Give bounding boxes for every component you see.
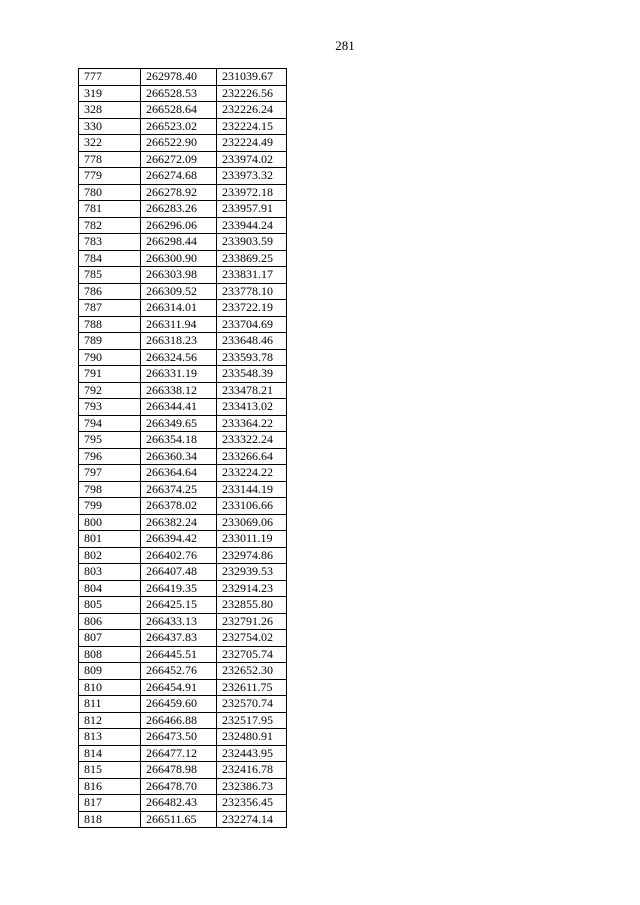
y-coordinate-cell: 232480.91: [217, 729, 287, 746]
table-row: [79, 580, 287, 597]
x-coordinate-cell: 266402.76: [141, 547, 217, 564]
table-row: [79, 795, 287, 812]
point-id-cell: 328: [79, 102, 141, 119]
point-id-cell: 807: [79, 630, 141, 647]
point-id-cell: 319: [79, 85, 141, 102]
y-coordinate-cell: 232939.53: [217, 564, 287, 581]
x-coordinate-cell: 266364.64: [141, 465, 217, 482]
x-coordinate-cell: 266344.41: [141, 399, 217, 416]
point-id-cell: 796: [79, 448, 141, 465]
y-coordinate-cell: 233973.32: [217, 168, 287, 185]
y-coordinate-cell: 232386.73: [217, 778, 287, 795]
x-coordinate-cell: 266331.19: [141, 366, 217, 383]
y-coordinate-cell: 233224.22: [217, 465, 287, 482]
x-coordinate-cell: 266394.42: [141, 531, 217, 548]
table-row: [79, 267, 287, 284]
table-row: [79, 531, 287, 548]
x-coordinate-cell: 266482.43: [141, 795, 217, 812]
table-row: [79, 729, 287, 746]
table-row: [79, 234, 287, 251]
table-row: [79, 745, 287, 762]
table-row: [79, 333, 287, 350]
point-id-cell: 805: [79, 597, 141, 614]
y-coordinate-cell: 232356.45: [217, 795, 287, 812]
y-coordinate-cell: 232570.74: [217, 696, 287, 713]
table-row: [79, 630, 287, 647]
table-row: [79, 69, 287, 86]
point-id-cell: 791: [79, 366, 141, 383]
y-coordinate-cell: 232416.78: [217, 762, 287, 779]
point-id-cell: 783: [79, 234, 141, 251]
y-coordinate-cell: 232705.74: [217, 646, 287, 663]
y-coordinate-cell: 232974.86: [217, 547, 287, 564]
point-id-cell: 777: [79, 69, 141, 86]
coordinates-table: [78, 68, 287, 828]
table-row: [79, 415, 287, 432]
x-coordinate-cell: 262978.40: [141, 69, 217, 86]
table-row: [79, 696, 287, 713]
point-id-cell: 781: [79, 201, 141, 218]
x-coordinate-cell: 266360.34: [141, 448, 217, 465]
table-row: [79, 118, 287, 135]
point-id-cell: 818: [79, 811, 141, 828]
table-row: [79, 481, 287, 498]
point-id-cell: 799: [79, 498, 141, 515]
y-coordinate-cell: 232226.56: [217, 85, 287, 102]
y-coordinate-cell: 233266.64: [217, 448, 287, 465]
y-coordinate-cell: 233869.25: [217, 250, 287, 267]
table-row: [79, 432, 287, 449]
x-coordinate-cell: 266314.01: [141, 300, 217, 317]
table-row: [79, 564, 287, 581]
point-id-cell: 330: [79, 118, 141, 135]
x-coordinate-cell: 266466.88: [141, 712, 217, 729]
point-id-cell: 792: [79, 382, 141, 399]
point-id-cell: 802: [79, 547, 141, 564]
x-coordinate-cell: 266298.44: [141, 234, 217, 251]
y-coordinate-cell: 233944.24: [217, 217, 287, 234]
point-id-cell: 784: [79, 250, 141, 267]
point-id-cell: 809: [79, 663, 141, 680]
table-row: [79, 168, 287, 185]
y-coordinate-cell: 232443.95: [217, 745, 287, 762]
point-id-cell: 813: [79, 729, 141, 746]
point-id-cell: 793: [79, 399, 141, 416]
table-row: [79, 135, 287, 152]
table-row: [79, 300, 287, 317]
x-coordinate-cell: 266425.15: [141, 597, 217, 614]
point-id-cell: 797: [79, 465, 141, 482]
point-id-cell: 804: [79, 580, 141, 597]
y-coordinate-cell: 232754.02: [217, 630, 287, 647]
x-coordinate-cell: 266309.52: [141, 283, 217, 300]
point-id-cell: 787: [79, 300, 141, 317]
y-coordinate-cell: 233322.24: [217, 432, 287, 449]
y-coordinate-cell: 233069.06: [217, 514, 287, 531]
y-coordinate-cell: 233593.78: [217, 349, 287, 366]
x-coordinate-cell: 266478.70: [141, 778, 217, 795]
x-coordinate-cell: 266338.12: [141, 382, 217, 399]
x-coordinate-cell: 266459.60: [141, 696, 217, 713]
y-coordinate-cell: 233831.17: [217, 267, 287, 284]
x-coordinate-cell: 266522.90: [141, 135, 217, 152]
table-row: [79, 316, 287, 333]
y-coordinate-cell: 232224.15: [217, 118, 287, 135]
y-coordinate-cell: 233106.66: [217, 498, 287, 515]
point-id-cell: 810: [79, 679, 141, 696]
table-row: [79, 201, 287, 218]
point-id-cell: 816: [79, 778, 141, 795]
x-coordinate-cell: 266433.13: [141, 613, 217, 630]
y-coordinate-cell: 232611.75: [217, 679, 287, 696]
y-coordinate-cell: 232274.14: [217, 811, 287, 828]
y-coordinate-cell: 233648.46: [217, 333, 287, 350]
x-coordinate-cell: 266311.94: [141, 316, 217, 333]
table-row: [79, 184, 287, 201]
x-coordinate-cell: 266454.91: [141, 679, 217, 696]
point-id-cell: 814: [79, 745, 141, 762]
point-id-cell: 815: [79, 762, 141, 779]
point-id-cell: 811: [79, 696, 141, 713]
table-row: [79, 597, 287, 614]
table-row: [79, 613, 287, 630]
coordinates-table-body: [79, 69, 287, 828]
y-coordinate-cell: 233413.02: [217, 399, 287, 416]
y-coordinate-cell: 233144.19: [217, 481, 287, 498]
table-row: [79, 663, 287, 680]
y-coordinate-cell: 233478.21: [217, 382, 287, 399]
point-id-cell: 800: [79, 514, 141, 531]
y-coordinate-cell: 233364.22: [217, 415, 287, 432]
table-row: [79, 514, 287, 531]
table-row: [79, 399, 287, 416]
point-id-cell: 795: [79, 432, 141, 449]
table-row: [79, 283, 287, 300]
y-coordinate-cell: 232517.95: [217, 712, 287, 729]
x-coordinate-cell: 266473.50: [141, 729, 217, 746]
y-coordinate-cell: 233974.02: [217, 151, 287, 168]
x-coordinate-cell: 266511.65: [141, 811, 217, 828]
x-coordinate-cell: 266272.09: [141, 151, 217, 168]
x-coordinate-cell: 266318.23: [141, 333, 217, 350]
x-coordinate-cell: 266296.06: [141, 217, 217, 234]
point-id-cell: 817: [79, 795, 141, 812]
x-coordinate-cell: 266528.53: [141, 85, 217, 102]
x-coordinate-cell: 266407.48: [141, 564, 217, 581]
x-coordinate-cell: 266349.65: [141, 415, 217, 432]
point-id-cell: 806: [79, 613, 141, 630]
x-coordinate-cell: 266354.18: [141, 432, 217, 449]
table-row: [79, 448, 287, 465]
y-coordinate-cell: 232226.24: [217, 102, 287, 119]
point-id-cell: 789: [79, 333, 141, 350]
point-id-cell: 778: [79, 151, 141, 168]
table-row: [79, 778, 287, 795]
table-row: [79, 712, 287, 729]
table-row: [79, 811, 287, 828]
y-coordinate-cell: 231039.67: [217, 69, 287, 86]
table-row: [79, 102, 287, 119]
x-coordinate-cell: 266274.68: [141, 168, 217, 185]
x-coordinate-cell: 266419.35: [141, 580, 217, 597]
x-coordinate-cell: 266303.98: [141, 267, 217, 284]
x-coordinate-cell: 266478.98: [141, 762, 217, 779]
point-id-cell: 790: [79, 349, 141, 366]
point-id-cell: 798: [79, 481, 141, 498]
point-id-cell: 322: [79, 135, 141, 152]
point-id-cell: 803: [79, 564, 141, 581]
y-coordinate-cell: 233972.18: [217, 184, 287, 201]
y-coordinate-cell: 232855.80: [217, 597, 287, 614]
x-coordinate-cell: 266528.64: [141, 102, 217, 119]
y-coordinate-cell: 233722.19: [217, 300, 287, 317]
x-coordinate-cell: 266324.56: [141, 349, 217, 366]
x-coordinate-cell: 266445.51: [141, 646, 217, 663]
x-coordinate-cell: 266378.02: [141, 498, 217, 515]
x-coordinate-cell: 266374.25: [141, 481, 217, 498]
table-row: [79, 382, 287, 399]
table-row: [79, 498, 287, 515]
table-row: [79, 547, 287, 564]
point-id-cell: 794: [79, 415, 141, 432]
point-id-cell: 779: [79, 168, 141, 185]
x-coordinate-cell: 266278.92: [141, 184, 217, 201]
y-coordinate-cell: 233548.39: [217, 366, 287, 383]
x-coordinate-cell: 266477.12: [141, 745, 217, 762]
point-id-cell: 782: [79, 217, 141, 234]
point-id-cell: 785: [79, 267, 141, 284]
table-row: [79, 349, 287, 366]
y-coordinate-cell: 232791.26: [217, 613, 287, 630]
page-number: 281: [335, 38, 355, 53]
y-coordinate-cell: 232652.30: [217, 663, 287, 680]
table-row: [79, 465, 287, 482]
y-coordinate-cell: 233704.69: [217, 316, 287, 333]
point-id-cell: 808: [79, 646, 141, 663]
point-id-cell: 780: [79, 184, 141, 201]
y-coordinate-cell: 233011.19: [217, 531, 287, 548]
point-id-cell: 801: [79, 531, 141, 548]
table-row: [79, 679, 287, 696]
table-row: [79, 151, 287, 168]
table-row: [79, 366, 287, 383]
y-coordinate-cell: 233903.59: [217, 234, 287, 251]
y-coordinate-cell: 232914.23: [217, 580, 287, 597]
table-row: [79, 646, 287, 663]
point-id-cell: 786: [79, 283, 141, 300]
table-row: [79, 217, 287, 234]
x-coordinate-cell: 266382.24: [141, 514, 217, 531]
point-id-cell: 812: [79, 712, 141, 729]
table-row: [79, 250, 287, 267]
y-coordinate-cell: 233957.91: [217, 201, 287, 218]
point-id-cell: 788: [79, 316, 141, 333]
y-coordinate-cell: 232224.49: [217, 135, 287, 152]
x-coordinate-cell: 266437.83: [141, 630, 217, 647]
x-coordinate-cell: 266452.76: [141, 663, 217, 680]
x-coordinate-cell: 266300.90: [141, 250, 217, 267]
y-coordinate-cell: 233778.10: [217, 283, 287, 300]
table-row: [79, 762, 287, 779]
table-row: [79, 85, 287, 102]
x-coordinate-cell: 266523.02: [141, 118, 217, 135]
x-coordinate-cell: 266283.26: [141, 201, 217, 218]
